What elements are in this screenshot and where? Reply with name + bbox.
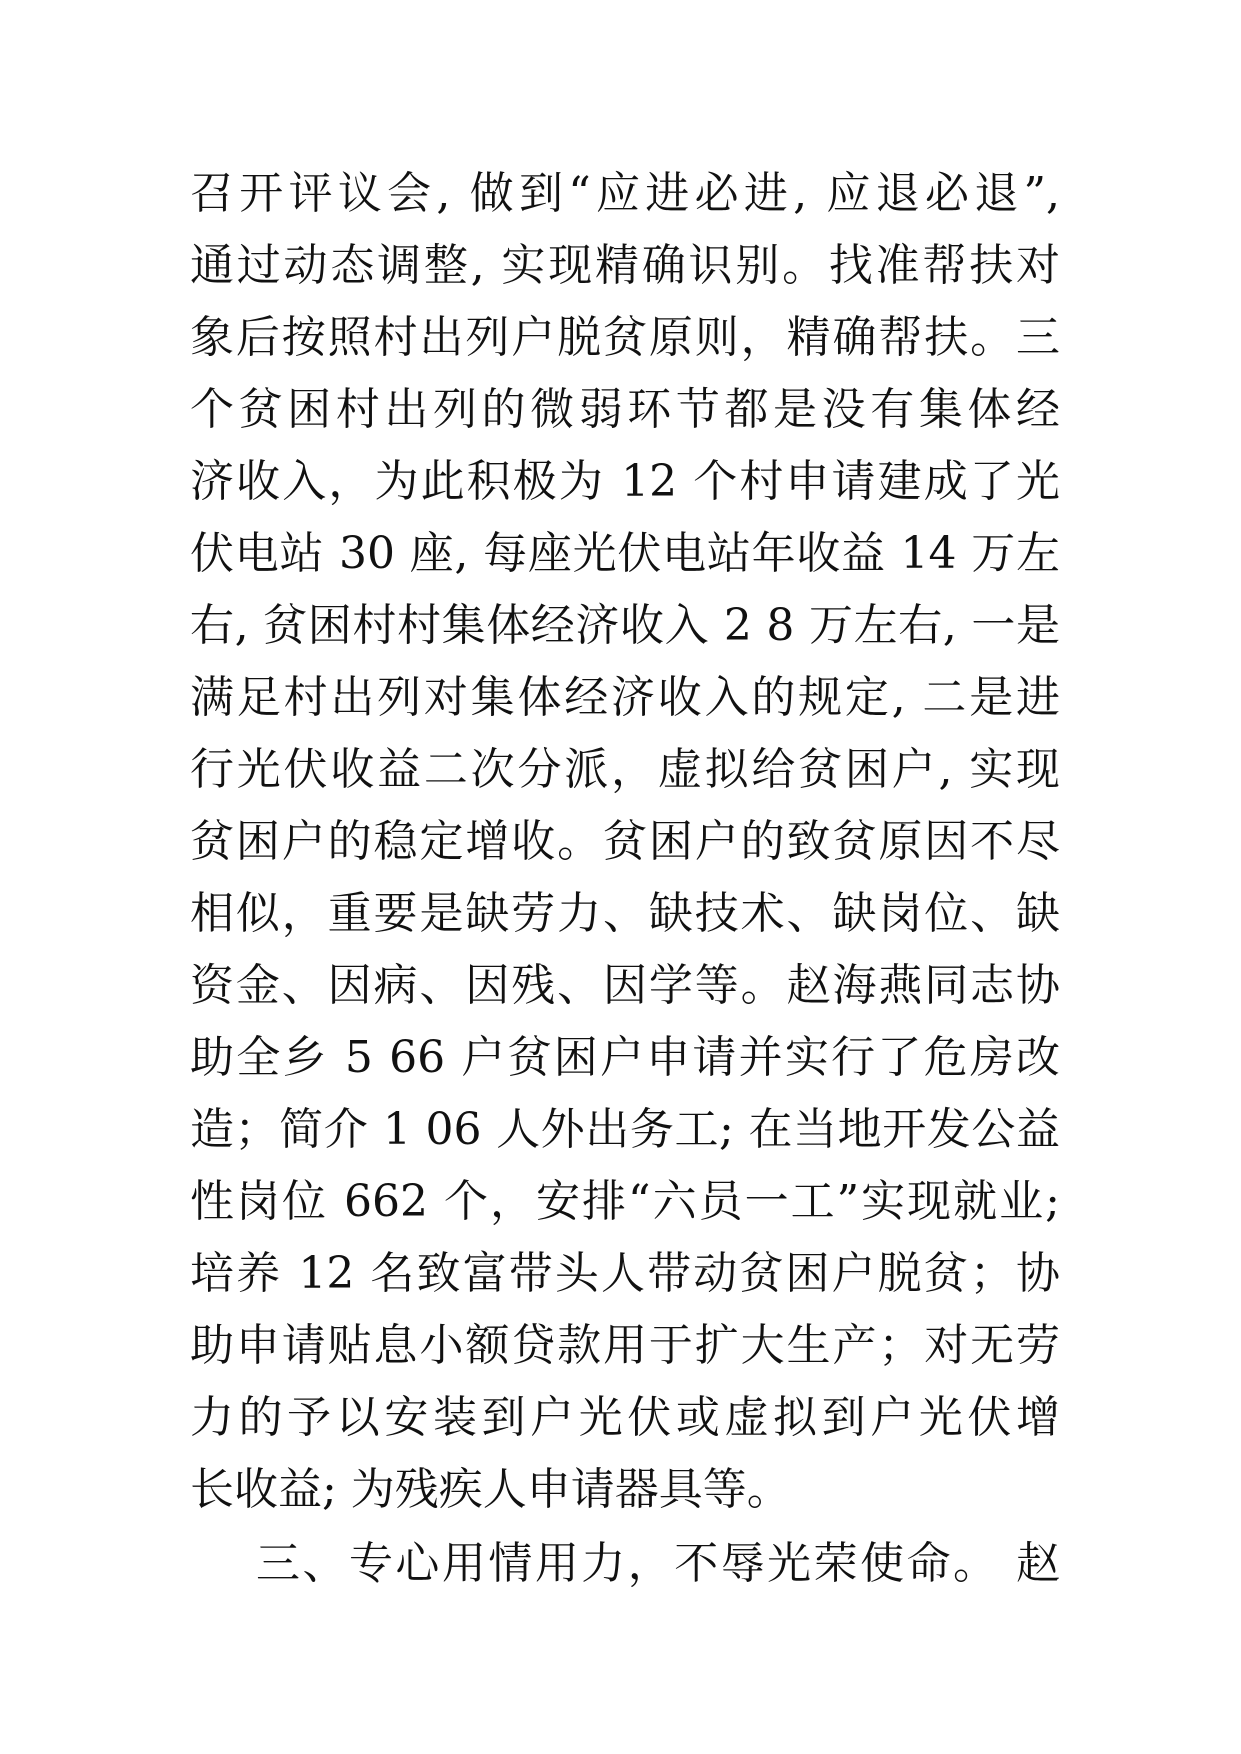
text-line-13: 助全乡 5 66 户贫困户申请并实行了危房改 (190, 1032, 1060, 1083)
text-line-14: 造；简介 1 06 人外出务工; 在当地开发公益 (190, 1104, 1060, 1155)
text-line-19: 长收益; 为残疾人申请器具等。 (190, 1464, 791, 1515)
text-line-7: 右, 贫困村村集体经济收入 2 8 万左右, 一是 (190, 600, 1060, 651)
text-line-12: 资金、因病、因残、因学等。赵海燕同志协 (190, 960, 1060, 1011)
text-line-8: 满足村出列对集体经济收入的规定, 二是进 (190, 672, 1060, 723)
text-line-2: 通过动态调整, 实现精确识别。找准帮扶对 (190, 240, 1060, 291)
text-line-1: 召开评议会, 做到“应进必进, 应退必退”, (190, 168, 1060, 219)
text-line-11: 相似，重要是缺劳力、缺技术、缺岗位、缺 (190, 888, 1060, 939)
text-line-4: 个贫困村出列的微弱环节都是没有集体经 (190, 384, 1060, 435)
body-text (190, 158, 1060, 1600)
text-line-3: 象后按照村出列户脱贫原则，精确帮扶。三 (190, 312, 1060, 363)
text-line-17: 助申请贴息小额贷款用于扩大生产；对无劳 (190, 1320, 1060, 1371)
text-line-9: 行光伏收益二次分派，虚拟给贫困户, 实现 (190, 744, 1060, 795)
text-line-18: 力的予以安装到户光伏或虚拟到户光伏增 (190, 1392, 1060, 1443)
text-line-15: 性岗位 662 个，安排“六员一工”实现就业; (190, 1176, 1060, 1227)
text-line-6: 伏电站 30 座, 每座光伏电站年收益 14 万左 (190, 528, 1060, 579)
section-heading-line: 三、专心用情用力，不辱光荣使命。 赵 (256, 1538, 1060, 1589)
text-line-16: 培养 12 名致富带头人带动贫困户脱贫；协 (190, 1248, 1060, 1299)
text-line-5: 济收入，为此积极为 12 个村申请建成了光 (190, 456, 1060, 507)
text-line-10: 贫困户的稳定增收。贫困户的致贫原因不尽 (190, 816, 1060, 867)
